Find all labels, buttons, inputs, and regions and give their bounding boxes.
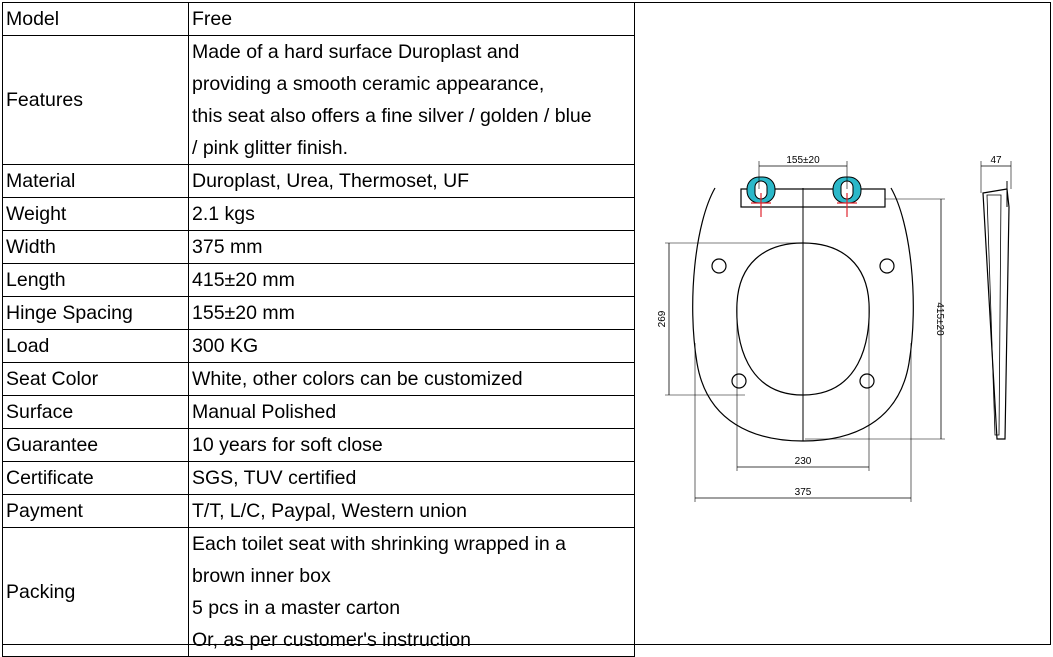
spec-value	[189, 264, 635, 297]
spec-label: Seat Color	[3, 363, 189, 396]
spec-label: Surface	[3, 396, 189, 429]
dim-hinge-spacing-label: 155±20	[786, 155, 820, 166]
spec-label: Payment	[3, 495, 189, 528]
spec-row	[3, 330, 635, 363]
spec-value-line: 415±20 mm	[192, 269, 295, 291]
spec-value-line: providing a smooth ceramic appearance,	[192, 73, 545, 95]
bumper-hole	[732, 374, 746, 388]
dim-thickness-label: 47	[990, 155, 1002, 166]
spec-row	[3, 198, 635, 231]
spec-label: Packing	[3, 528, 189, 657]
spec-row	[3, 396, 635, 429]
spec-value-line: Or, as per customer's instruction	[192, 629, 471, 651]
spec-row	[3, 528, 635, 657]
spec-label: Model	[3, 3, 189, 36]
spec-value-line: Made of a hard surface Duroplast and	[192, 41, 520, 63]
spec-value-line: 5 pcs in a master carton	[192, 597, 401, 619]
spec-row	[3, 3, 635, 36]
spec-value-line: T/T, L/C, Paypal, Western union	[192, 500, 467, 522]
spec-row	[3, 297, 635, 330]
dim-inner-height-label: 269	[657, 310, 668, 328]
spec-value-line: 10 years for soft close	[192, 434, 383, 456]
dim-total-length-label: 415±20	[934, 302, 945, 336]
spec-label: Load	[3, 330, 189, 363]
spec-label: Features	[3, 36, 189, 165]
spec-label: Length	[3, 264, 189, 297]
dim-total-width-label: 375	[794, 487, 812, 498]
spec-value	[189, 495, 635, 528]
spec-value-line: this seat also offers a fine silver / golden / blue	[192, 105, 592, 127]
spec-value-line: brown inner box	[192, 565, 331, 587]
dim-total-length	[805, 199, 945, 439]
spec-row	[3, 165, 635, 198]
spec-value	[189, 396, 635, 429]
spec-value-line: 155±20 mm	[192, 302, 295, 324]
spec-value	[189, 36, 635, 165]
spec-label: Width	[3, 231, 189, 264]
seat-technical-drawing	[635, 3, 1049, 643]
seat-side-view	[983, 181, 1009, 439]
spec-value	[189, 462, 635, 495]
spec-value	[189, 528, 635, 657]
bumper-hole	[712, 259, 726, 273]
spec-value	[189, 330, 635, 363]
spec-row	[3, 429, 635, 462]
spec-label: Material	[3, 165, 189, 198]
spec-value	[189, 363, 635, 396]
spec-value-line: Free	[192, 8, 233, 30]
spec-row	[3, 264, 635, 297]
spec-value	[189, 165, 635, 198]
spec-value-line: 2.1 kgs	[192, 203, 255, 225]
spec-row	[3, 462, 635, 495]
spec-value	[189, 297, 635, 330]
spec-label: Guarantee	[3, 429, 189, 462]
spec-label: Weight	[3, 198, 189, 231]
spec-value-line: SGS, TUV certified	[192, 467, 357, 489]
spec-value-line: Duroplast, Urea, Thermoset, UF	[192, 170, 470, 192]
spec-row	[3, 495, 635, 528]
spec-row	[3, 231, 635, 264]
spec-value	[189, 198, 635, 231]
spec-label: Certificate	[3, 462, 189, 495]
spec-label: Hinge Spacing	[3, 297, 189, 330]
spec-value-line: White, other colors can be customized	[192, 368, 523, 390]
spec-row	[3, 363, 635, 396]
spec-value-line: 300 KG	[192, 335, 259, 357]
spec-value-line: / pink glitter finish.	[192, 137, 349, 159]
bumper-hole	[860, 374, 874, 388]
spec-value-line: Manual Polished	[192, 401, 337, 423]
spec-value-line: 375 mm	[192, 236, 263, 258]
spec-table	[2, 2, 635, 657]
dim-inner-height	[657, 243, 803, 395]
bumper-hole	[880, 259, 894, 273]
spec-value	[189, 231, 635, 264]
spec-row	[3, 36, 635, 165]
spec-value-line: Each toilet seat with shrinking wrapped in a	[192, 533, 566, 555]
spec-value	[189, 429, 635, 462]
spec-value	[189, 3, 635, 36]
dim-inner-width-label: 230	[794, 456, 812, 467]
hinge-left	[747, 177, 775, 217]
